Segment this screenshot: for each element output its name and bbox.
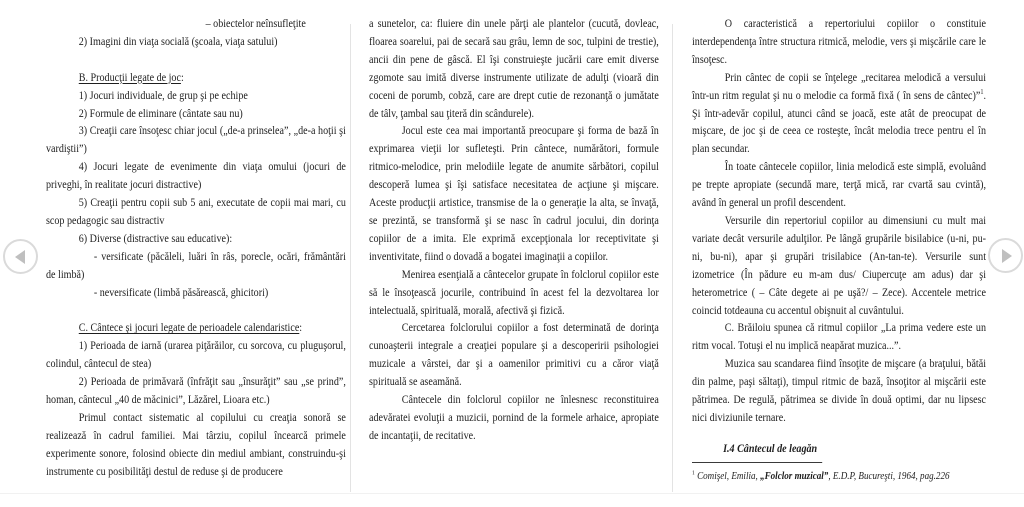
- paragraph: 1) Perioada de iarnă (urarea piţărăilor, cu sorcova, cu pluguşorul, colindul, cântecul de stea): [46, 338, 346, 371]
- paragraph: 2) Formule de eliminare (cântate sau nu): [78, 105, 243, 120]
- footnote-text: [692, 469, 983, 483]
- text-run: . Şi într-adevăr copilul, atunci când se joacă, este atât de preocupat de mişcare, de joc şi de ceea ce rosteşte, încât melodia trece pentru el în plan secundar.: [692, 87, 986, 156]
- text-run: „Folclor muzical”: [760, 470, 829, 482]
- paragraph: 5) Creaţii pentru copii sub 5 ani, executate de copii mai mari, cu scop pedagogic sau distractiv: [46, 195, 346, 227]
- paragraph: Cântecele din folclorul copiilor ne înlesnesc reconstituirea adevăratei evoluţii a muzicii, pornind de la formele arhaice, apropiate de incantaţii, de recitative.: [369, 392, 659, 442]
- text-run: Prin cântec de copii se înţelege „recitarea melodică a versului într-un ritm regulat şi nu o melodie ca formă fixă ( în sens de cântec)”: [692, 69, 986, 102]
- paragraph: C. Brăiloiu spunea că ritmul copiilor „La prima vedere este un ritm vocal. Totuşi el nu implică neapărat muzica...”.: [692, 320, 986, 353]
- paragraph: O caracteristică a repertoriului copiilor o constituie interdependenţa între structura ritmică, melodie, vers şi mişcările care le însoţesc.: [692, 16, 986, 66]
- paragraph: [692, 69, 986, 159]
- paragraph: [46, 69, 346, 87]
- section-heading: I.4 Cântecul de leagăn: [723, 440, 818, 455]
- paragraph: Muzica sau scandarea fiind însoţite de mişcare (a braţului, bătăi din palme, paşi săltaţi), timpul ritmic de bază, însoţitor al mişcării este pătrimea. De regulă, pătrimea se divide în două optimi, dar nu lipsesc nici diviziunile ternare.: [692, 356, 986, 424]
- page-edge-divider-left: [350, 24, 351, 492]
- paragraph: Jocul este cea mai importantă preocupare şi forma de bază în exprimarea vieţii lor sufleteşti. Prin cântece, numărători, formule ritmico-melodice, prin melodiile legate de anumite sărbători, copilul descoperă lumea şi îşi satisface necesitatea de acţiune şi mişcare. Aceste producţii artistice, transmise de la o generaţie la alta, se învaţă, se prezintă, se transformă şi se nasc în cadrul jocului, din dorinţa copiilor de a imita. Ele exprimă excepţionala lor receptivitate şi inventivitate, fiind o dovadă a bogatei imaginaţii a copiilor.: [369, 123, 659, 263]
- text-run: , E.D.P, Bucureşti, 1964, pag.226: [828, 470, 950, 482]
- paragraph: – obiectelor neînsufleţite: [205, 16, 306, 30]
- paragraph: În toate cântecele copiilor, linia melodică este simplă, evoluând pe trepte apropiate (secundă mare, terţă mică, rar cvartă sau cvintă), având în general un profil descendent.: [692, 159, 986, 210]
- superscript-reference: 1: [980, 86, 984, 96]
- blank-line: [46, 301, 346, 319]
- prev-page-button[interactable]: [3, 239, 38, 274]
- paragraph: [46, 319, 346, 337]
- paragraph: 3) Creaţii care însoţesc chiar jocul („de-a prinselea”, „de-a hoţii şi vardiştii”): [46, 123, 346, 156]
- paragraph: 2) Perioada de primăvară (înfrăţit sau „însurăţit” sau „se prind”, homan, cântecul „40 de măcinici”, Lăzărel, Lioara etc.): [46, 374, 346, 406]
- text-run: :: [299, 320, 303, 335]
- paragraph: a sunetelor, ca: fluiere din unele părţi ale plantelor (cucută, dovleac, floarea soarelui, pai de secară sau grâu, lemn de soc, tulpini de trestie), ancii din pene de gâscă. El îşi construieşte jucării care emit diverse zgomote sau imită diverse instrumente utilizate de adulţi (vioară din coceni de porumb, cobză, care are drept cutie de rezonanţă o jumătate de tâlv, ţambal sau ţiteră din scândurele).: [369, 16, 659, 120]
- paragraph: Primul contact sistematic al copilului cu creaţia sonoră se realizează în cadrul familiei. Mai târziu, copilul încearcă primele experimente sonore, folosind obiecte din mediul ambiant, construindu-şi instrumente cu posibilităţi destul de reduse şi de producere: [46, 409, 346, 478]
- footnote-separator-rule: [692, 462, 822, 463]
- text-run: :: [180, 69, 184, 84]
- paragraph: Cercetarea folclorului copiilor a fost determinată de dorinţa cunoaşterii integrale a creaţiei populare şi a descoperirii psihologiei muzicale a vârstei, dar şi a oamenilor primitivi cu a căror viaţă spirituală se aseamănă.: [369, 320, 659, 389]
- paragraph: 1) Jocuri individuale, de grup şi pe echipe: [78, 87, 248, 102]
- right-page-column: [692, 15, 986, 507]
- paragraph: 2) Imagini din viaţa socială (şcoala, viaţa satului): [78, 33, 278, 48]
- center-page-column: [369, 15, 659, 445]
- blank-line: [46, 51, 346, 69]
- blank-line: [692, 427, 986, 440]
- paragraph: - versificate (păcăleli, luări în râs, porecle, ocări, frământări de limbă): [46, 248, 346, 281]
- text-run: Comişel, Emilia,: [697, 470, 761, 482]
- paragraph: Menirea esenţială a cântecelor grupate în folclorul copiilor este să le însoţească jocurile, contribuind în acest fel la dezvoltarea lor intelectuală, spirituală, morală, afectivă şi fizică.: [369, 266, 659, 317]
- paragraph: - neversificate (limbă păsărească, ghicitori): [93, 284, 269, 299]
- page-edge-divider-right: [672, 24, 673, 492]
- paragraph: 6) Diverse (distractive sau educative):: [78, 230, 233, 245]
- paragraph: Versurile din repertoriul copiilor au dimensiuni cu mult mai variate decât versurile adulţilor. Pe lângă grupările bisilabice (u-ni, pu-ni, bu-ni), apar şi grupări trisilabice (An-tan-te). Versurile sunt izometrice (În pădure eu m-am dus/ Ciupercuţe am adus) dar şi heterometrice ( – Câte degete ai pe uşă?/ – Zece). Accentele metrice coincid totdeauna cu accentul obişnuit al cuvântului.: [692, 212, 986, 317]
- triangle-right-icon: [1002, 249, 1012, 263]
- next-page-button[interactable]: [988, 238, 1023, 273]
- footnote: [692, 462, 983, 483]
- superscript-reference: 1: [692, 469, 695, 477]
- paragraph: 4) Jocuri legate de evenimente din viaţa omului (jocuri de priveghi, în realitate jocuri distractive): [46, 159, 346, 192]
- text-run: B. Producţii legate de joc: [78, 69, 181, 84]
- triangle-left-icon: [15, 250, 25, 264]
- text-run: C. Cântece şi jocuri legate de perioadele calendaristice: [78, 320, 300, 335]
- left-page-column: [46, 15, 346, 481]
- page-bottom-edge: [0, 493, 1024, 494]
